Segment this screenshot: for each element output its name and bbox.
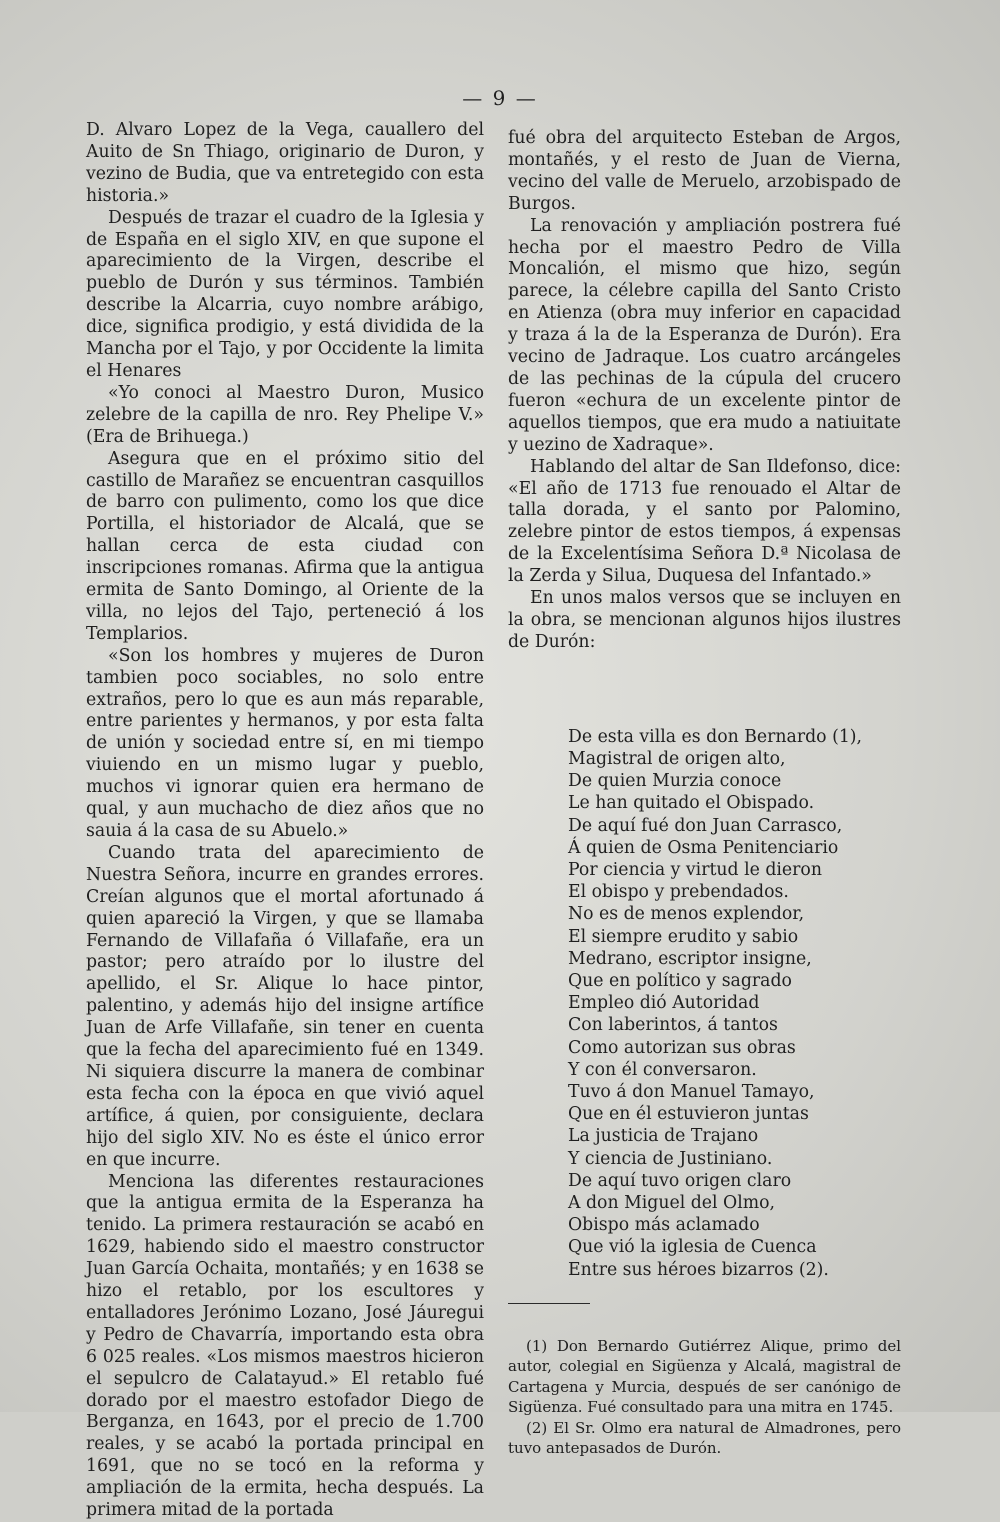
poem-line: De aquí tuvo origen claro: [568, 1170, 901, 1192]
poem-line: Y con él conversaron.: [568, 1059, 901, 1081]
poem-line: Tuvo á don Manuel Tamayo,: [568, 1081, 901, 1103]
poem-line: No es de menos explendor,: [568, 903, 901, 925]
poem: [568, 726, 901, 1281]
poem-line: Entre sus héroes bizarros (2).: [568, 1259, 901, 1281]
poem-line: Que vió la iglesia de Cuenca: [568, 1236, 901, 1258]
poem-line: Á quien de Osma Penitenciario: [568, 837, 901, 859]
poem-line: Que en él estuvieron juntas: [568, 1103, 901, 1125]
footnotes: [508, 1336, 901, 1459]
paragraph: Asegura que en el próximo sitio del castillo de Marañez se encuentran casquillos de barro con pulimento, como los que dice Portilla, el historiador de Alcalá, que se hallan cerca de esta ciudad con inscripciones romanas. Afirma que la antigua ermita de Santo Domingo, al Oriente de la villa, no lejos del Tajo, perteneció á los Templarios.: [86, 449, 484, 646]
poem-line: Que en político y sagrado: [568, 970, 901, 992]
poem-line: El siempre erudito y sabio: [568, 926, 901, 948]
paragraph: «Son los hombres y mujeres de Duron tambien poco sociables, no solo entre extraños, pero lo que es aun más reparable, entre parientes y hermanos, y por esta falta de unión y sociedad entre sí, en mi tiempo viuiendo en un mismo lugar y pueblo, muchos vi ignorar quien era hermano de qual, y aun muchacho de diez años que no sauia á la casa de su Abuelo.»: [86, 646, 484, 843]
poem-line: Obispo más aclamado: [568, 1214, 901, 1236]
poem-line: De aquí fué don Juan Carrasco,: [568, 815, 901, 837]
page-number: — 9 —: [460, 86, 540, 110]
footnote: (1) Don Bernardo Gutiérrez Alique, primo del autor, colegial en Sigüenza y Alcalá, magistral de Cartagena y Murcia, después de ser canónigo de Sigüenza. Fué consultado para una mitra en 1745.: [508, 1336, 901, 1418]
paragraph: Cuando trata del aparecimiento de Nuestra Señora, incurre en grandes errores. Creían algunos que el mortal afortunado á quien apareció la Virgen, y que se llamaba Fernando de Villafaña ó Villafañe, era un pastor; pero atraído por lo ilustre del apellido, el Sr. Alique lo hace pintor, palentino, y además hijo del insigne artífice Juan de Arfe Villafañe, sin tener en cuenta que la fecha del aparecimiento fué en 1349. Ni siquiera discurre la manera de combinar esta fecha con la época en que vivió aquel artífice, á quien, por consiguiente, declara hijo del siglo XIV. No es éste el único error en que incurre.: [86, 843, 484, 1172]
left-column: [86, 120, 484, 1522]
poem-line: Y ciencia de Justiniano.: [568, 1148, 901, 1170]
paragraph: D. Alvaro Lopez de la Vega, cauallero del Auito de Sn Thiago, originario de Duron, y vezino de Budia, que va entretegido con esta historia.»: [86, 120, 484, 208]
poem-line: De esta villa es don Bernardo (1),: [568, 726, 901, 748]
paragraph: fué obra del arquitecto Esteban de Argos, montañés, y el resto de Juan de Vierna, vecino del valle de Meruelo, arzobispado de Burgos.: [508, 128, 901, 216]
poem-line: Magistral de origen alto,: [568, 748, 901, 770]
paragraph: Hablando del altar de San Ildefonso, dice: «El año de 1713 fue renouado el Altar de talla dorada, y el santo por Palomino, zelebre pintor de estos tiempos, á expensas de la Excelentísima Señora D.ª Nicolasa de la Zerda y Silua, Duquesa del Infantado.»: [508, 457, 901, 588]
footnote: (2) El Sr. Olmo era natural de Almadrones, pero tuvo antepasados de Durón.: [508, 1418, 901, 1459]
paragraph: En unos malos versos que se incluyen en la obra, se mencionan algunos hijos ilustres de Durón:: [508, 588, 901, 654]
poem-line: La justicia de Trajano: [568, 1125, 901, 1147]
footnote-divider: [508, 1303, 590, 1304]
paragraph: Después de trazar el cuadro de la Iglesia y de España en el siglo XIV, en que supone el aparecimiento de la Virgen, describe el pueblo de Durón y sus términos. También describe la Alcarria, cuyo nombre arábigo, dice, significa prodigio, y está dividida de la Mancha por el Tajo, y por Occidente la limita el Henares: [86, 208, 484, 383]
poem-line: De quien Murzia conoce: [568, 770, 901, 792]
poem-line: A don Miguel del Olmo,: [568, 1192, 901, 1214]
poem-line: Empleo dió Autoridad: [568, 992, 901, 1014]
right-column: [508, 128, 901, 1459]
poem-line: El obispo y prebendados.: [568, 881, 901, 903]
poem-line: Le han quitado el Obispado.: [568, 792, 901, 814]
poem-line: Con laberintos, á tantos: [568, 1014, 901, 1036]
paragraph: La renovación y ampliación postrera fué hecha por el maestro Pedro de Villa Moncalión, el mismo que hizo, según parece, la célebre capilla del Santo Cristo en Atienza (obra muy inferior en capacidad y traza á la de la Esperanza de Durón). Era vecino de Jadraque. Los cuatro arcángeles de las pechinas de la cúpula del crucero fueron «echura de un excelente pintor de aquellos tiempos, que era mudo a natiuitate y uezino de Xadraque».: [508, 216, 901, 457]
paragraph: Menciona las diferentes restauraciones que la antigua ermita de la Esperanza ha tenido. La primera restauración se acabó en 1629, habiendo sido el maestro constructor Juan García Ochaita, montañés; y en 1638 se hizo el retablo, por los escultores y entalladores Jerónimo Lozano, José Jáuregui y Pedro de Chavarría, importando esta obra 6 025 reales. «Los mismos maestros hicieron el sepulcro de Calatayud.» El retablo fué dorado por el maestro estofador Diego de Berganza, en 1643, por el precio de 1.700 reales, y se acabó la portada principal en 1691, que no se tocó en la reforma y ampliación de la ermita, hecha después. La primera mitad de la portada: [86, 1172, 484, 1522]
poem-line: Por ciencia y virtud le dieron: [568, 859, 901, 881]
paragraph: «Yo conoci al Maestro Duron, Musico zelebre de la capilla de nro. Rey Phelipe V.» (Era de Brihuega.): [86, 383, 484, 449]
poem-line: Como autorizan sus obras: [568, 1037, 901, 1059]
poem-line: Medrano, escriptor insigne,: [568, 948, 901, 970]
